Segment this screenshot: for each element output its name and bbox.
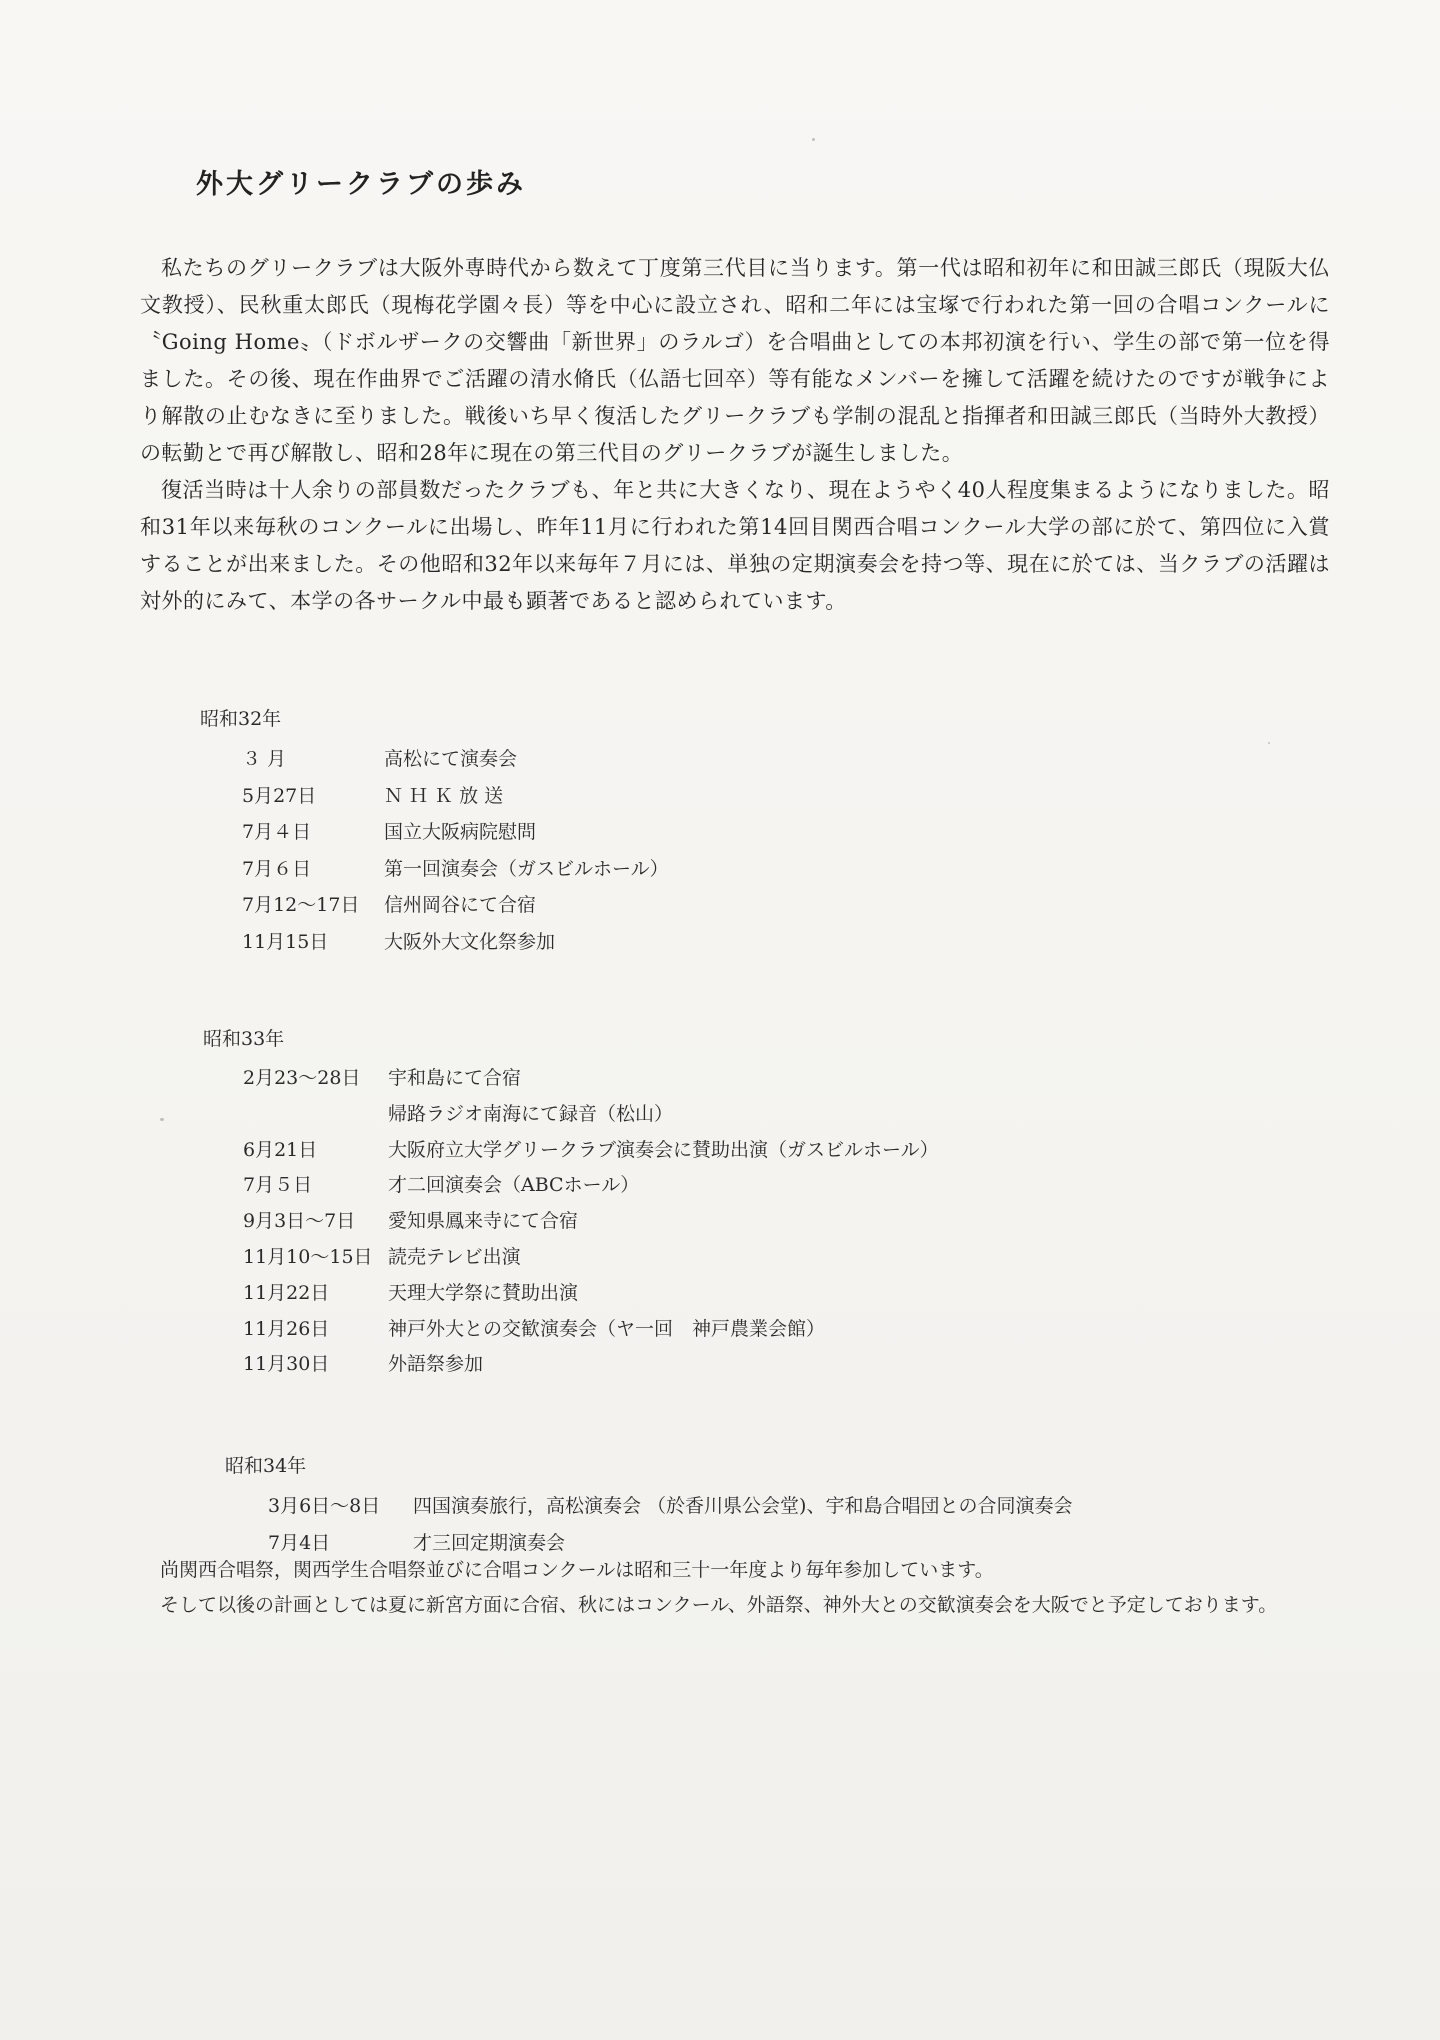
event-date: 7月4日 xyxy=(268,1531,331,1554)
event-date: 2月23～28日 xyxy=(243,1067,361,1089)
list-item xyxy=(242,814,669,851)
event-text: 愛知県鳳来寺にて合宿 xyxy=(388,1210,579,1233)
event-date: 7月５日 xyxy=(243,1174,313,1197)
list-item xyxy=(243,1240,939,1276)
event-date: 7月４日 xyxy=(242,821,312,843)
event-date: 11月26日 xyxy=(243,1317,330,1340)
year-label: 昭和33年 xyxy=(203,1028,285,1050)
event-text: 国立大阪病院慰問 xyxy=(384,821,537,843)
event-text: 外語祭参加 xyxy=(388,1353,484,1376)
event-date: 7月６日 xyxy=(242,857,312,880)
list-item xyxy=(242,851,669,888)
intro-paragraph-2: 復活当時は十人余りの部員数だったクラブも、年と共に大きくなり、現在ようやく40人程度集まるようになりました。昭和31年以来毎秋のコンクールに出場し、昨年11月に行われた第14回目関西合唱コンクール大学の部に於て、第四位に入賞することが出来ました。その他昭和32年以来毎年７月には、単独の定期演奏会を持つ等、現在に於ては、当クラブの活躍は対外的にみて、本学の各サークル中最も顕著であると認められています。 xyxy=(140,478,1330,613)
list-item xyxy=(243,1097,939,1133)
year-label: 昭和32年 xyxy=(200,708,282,730)
event-date: 11月10～15日 xyxy=(243,1245,373,1268)
event-text: Ｎ Ｈ Ｋ 放 送 xyxy=(384,784,504,807)
event-text: 才三回定期演奏会 xyxy=(413,1531,566,1554)
list-item xyxy=(242,887,669,924)
event-text: 読売テレビ出演 xyxy=(388,1245,521,1268)
event-text: 大阪府立大学グリークラブ演奏会に賛助出演（ガスビルホール） xyxy=(388,1138,939,1161)
event-text: 四国演奏旅行，高松演奏会 （於香川県公会堂)、宇和島合唱団との合同演奏会 xyxy=(413,1495,1073,1517)
event-date: 11月30日 xyxy=(243,1353,330,1376)
paper-speck xyxy=(160,1118,164,1121)
closing-line-1: 尚関西合唱祭，関西学生合唱祭並びに合唱コンクールは昭和三十一年度より毎年参加しています。 xyxy=(160,1559,994,1581)
event-text: 天理大学祭に賛助出演 xyxy=(388,1281,579,1304)
list-item xyxy=(268,1488,1072,1525)
event-text: 第一回演奏会（ガスビルホール） xyxy=(384,857,669,880)
page-title: 外大グリークラブの歩み xyxy=(196,169,526,200)
paper-speck xyxy=(1268,742,1270,744)
list-item xyxy=(242,741,669,778)
event-date xyxy=(243,1097,388,1133)
list-item xyxy=(242,924,669,961)
event-text: 宇和島にて合宿 xyxy=(388,1067,522,1089)
event-text: 大阪外大文化祭参加 xyxy=(384,930,556,953)
intro-section xyxy=(140,250,1330,620)
list-item xyxy=(243,1168,939,1204)
event-date: 3月6日～8日 xyxy=(268,1495,381,1517)
event-date: 6月21日 xyxy=(243,1138,318,1161)
list-item xyxy=(243,1061,939,1097)
event-text: 高松にて演奏会 xyxy=(384,748,518,770)
year-label: 昭和34年 xyxy=(225,1455,307,1477)
event-date: 11月15日 xyxy=(242,930,329,953)
list-item xyxy=(242,778,669,815)
paper-speck xyxy=(812,138,815,141)
chronology-showa-34 xyxy=(225,1452,1072,1561)
closing-section xyxy=(140,1553,1290,1623)
event-text: 帰路ラジオ南海にて録音（松山） xyxy=(388,1102,674,1125)
list-item xyxy=(243,1347,939,1383)
list-item xyxy=(243,1204,939,1240)
event-date: 7月12～17日 xyxy=(242,894,360,916)
intro-paragraph-1: 私たちのグリークラブは大阪外専時代から数えて丁度第三代目に当ります。第一代は昭和初年に和田誠三郎氏（現阪大仏文教授）、民秋重太郎氏（現梅花学園々長）等を中心に設立され、昭和二年には宝塚で行われた第一回の合唱コンクールに〝Going Home〟（ドボルザークの交響曲「新世界」のラルゴ）を合唱曲としての本邦初演を行い、学生の部で第一位を得ました。その後、現在作曲界でご活躍の清水脩氏（仏語七回卒）等有能なメンバーを擁して活躍を続けたのですが戦争により解散の止むなきに至りました。戦後いち早く復活したグリークラブも学制の混乱と指揮者和田誠三郎氏（当時外大教授）の転勤とで再び解散し、昭和28年に現在の第三代目のグリークラブが誕生しました。 xyxy=(140,256,1330,465)
event-date: 9月3日～7日 xyxy=(243,1210,356,1233)
closing-line-2: そして以後の計画としては夏に新宮方面に合宿、秋にはコンクール、外語祭、神外大との交歓演奏会を大阪でと予定しております。 xyxy=(160,1594,1278,1616)
list-item xyxy=(243,1133,939,1169)
event-date: 5月27日 xyxy=(242,784,317,807)
event-text: 信州岡谷にて合宿 xyxy=(384,894,537,916)
event-text: 才二回演奏会（ABCホール） xyxy=(388,1174,640,1197)
event-date: ３ 月 xyxy=(242,748,287,770)
list-item xyxy=(243,1276,939,1312)
list-item xyxy=(243,1312,939,1348)
chronology-showa-33 xyxy=(203,1025,939,1383)
event-text: 神戸外大との交歓演奏会（ヤ一回 神戸農業会館） xyxy=(388,1317,826,1340)
chronology-showa-32 xyxy=(200,705,669,960)
event-date: 11月22日 xyxy=(243,1281,330,1304)
